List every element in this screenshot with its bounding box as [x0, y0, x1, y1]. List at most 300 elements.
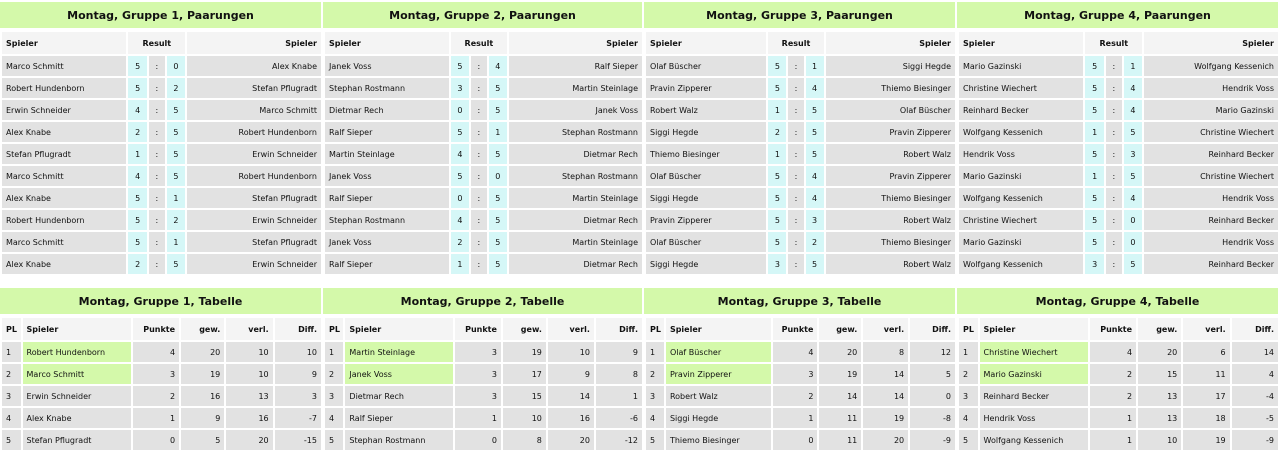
standing-points: 4	[1090, 342, 1136, 362]
pairing-player-1: Alex Knabe	[2, 254, 126, 274]
standing-lost: 8	[863, 342, 908, 362]
pairing-player-1: Janek Voss	[325, 166, 449, 186]
pairings-group-4	[957, 2, 1280, 276]
score-separator: :	[1106, 100, 1122, 120]
header-points: Punkte	[773, 318, 818, 340]
standing-player: Martin Steinlage	[345, 342, 452, 362]
pairing-player-2: Reinhard Becker	[1144, 144, 1278, 164]
score-separator: :	[1106, 188, 1122, 208]
pairing-score-1: 2	[451, 232, 470, 252]
score-separator: :	[1106, 166, 1122, 186]
pairing-row	[646, 232, 955, 252]
pairing-row	[2, 144, 321, 164]
header-player-1: Spieler	[325, 32, 449, 54]
pairing-player-2: Thiemo Biesinger	[826, 232, 955, 252]
pairing-player-1: Olaf Büscher	[646, 166, 766, 186]
standing-won: 11	[819, 430, 861, 450]
pairing-score-1: 5	[128, 78, 147, 98]
pairing-score-2: 5	[489, 232, 508, 252]
standing-lost: 19	[1183, 430, 1229, 450]
header-lost: verl.	[1183, 318, 1229, 340]
pairing-score-2: 4	[806, 78, 824, 98]
score-separator: :	[471, 188, 486, 208]
score-separator: :	[1106, 210, 1122, 230]
pairings-group-3	[644, 2, 957, 276]
pairing-player-1: Mario Gazinski	[959, 166, 1083, 186]
standing-won: 16	[181, 386, 224, 406]
standing-won: 5	[181, 430, 224, 450]
standing-player: Thiemo Biesinger	[666, 430, 771, 450]
score-separator: :	[788, 144, 803, 164]
pairing-score-2: 4	[806, 188, 824, 208]
pairing-score-2: 5	[167, 100, 186, 120]
pairing-player-2: Stephan Rostmann	[509, 166, 642, 186]
standing-place: 2	[325, 364, 343, 384]
pairing-player-1: Siggi Hegde	[646, 122, 766, 142]
standings-row	[2, 408, 321, 428]
score-separator: :	[149, 144, 165, 164]
header-points: Punkte	[1090, 318, 1136, 340]
pairing-score-1: 5	[1085, 100, 1104, 120]
standing-points: 3	[773, 364, 818, 384]
pairing-score-2: 5	[489, 188, 508, 208]
pairing-player-2: Stephan Rostmann	[509, 122, 642, 142]
pairings-table	[323, 30, 644, 276]
pairing-score-1: 3	[1085, 254, 1104, 274]
score-separator: :	[149, 188, 165, 208]
pairing-player-2: Erwin Schneider	[187, 144, 321, 164]
pairing-row	[959, 100, 1278, 120]
pairing-row	[2, 122, 321, 142]
standing-lost: 11	[1183, 364, 1229, 384]
score-separator: :	[471, 144, 486, 164]
score-separator: :	[471, 166, 486, 186]
standing-lost: 20	[863, 430, 908, 450]
standings-group-4	[957, 288, 1280, 452]
standing-diff: -9	[910, 430, 955, 450]
header-lost: verl.	[863, 318, 908, 340]
standing-lost: 18	[1183, 408, 1229, 428]
standing-points: 2	[773, 386, 818, 406]
pairing-player-1: Stephan Rostmann	[325, 78, 449, 98]
standing-place: 5	[2, 430, 21, 450]
pairing-score-1: 2	[128, 254, 147, 274]
standing-player: Olaf Büscher	[666, 342, 771, 362]
header-place: PL	[2, 318, 21, 340]
score-separator: :	[471, 56, 486, 76]
standing-diff: 10	[275, 342, 321, 362]
pairing-player-2: Reinhard Becker	[1144, 210, 1278, 230]
standing-won: 14	[819, 386, 861, 406]
pairing-row	[2, 166, 321, 186]
standing-diff: 4	[1232, 364, 1278, 384]
pairing-row	[325, 254, 642, 274]
header-diff: Diff.	[1232, 318, 1278, 340]
standings-table	[323, 316, 644, 452]
standing-place: 2	[2, 364, 21, 384]
header-diff: Diff.	[910, 318, 955, 340]
pairing-player-2: Robert Walz	[826, 144, 955, 164]
header-place: PL	[646, 318, 664, 340]
pairing-row	[2, 254, 321, 274]
standing-player: Janek Voss	[345, 364, 452, 384]
score-separator: :	[1106, 56, 1122, 76]
standing-player: Robert Walz	[666, 386, 771, 406]
header-player-1: Spieler	[2, 32, 126, 54]
pairing-player-2: Christine Wiechert	[1144, 122, 1278, 142]
header-place: PL	[325, 318, 343, 340]
score-separator: :	[471, 78, 486, 98]
pairing-player-1: Robert Hundenborn	[2, 210, 126, 230]
standing-points: 0	[455, 430, 501, 450]
pairing-score-2: 1	[167, 188, 186, 208]
standing-lost: 14	[863, 386, 908, 406]
pairings-title: Montag, Gruppe 4, Paarungen	[957, 2, 1278, 28]
pairing-score-2: 4	[489, 56, 508, 76]
pairing-row	[325, 144, 642, 164]
pairing-score-2: 5	[489, 100, 508, 120]
standing-diff: 1	[596, 386, 642, 406]
header-won: gew.	[1138, 318, 1181, 340]
standing-lost: 10	[226, 342, 272, 362]
standing-diff: 8	[596, 364, 642, 384]
standings-row	[325, 408, 642, 428]
header-player: Spieler	[666, 318, 771, 340]
score-separator: :	[788, 56, 803, 76]
pairing-player-1: Alex Knabe	[2, 122, 126, 142]
standing-won: 19	[819, 364, 861, 384]
standing-player: Siggi Hegde	[666, 408, 771, 428]
standings-row	[325, 430, 642, 450]
header-player-2: Spieler	[509, 32, 642, 54]
pairing-player-2: Stefan Pflugradt	[187, 78, 321, 98]
standings-header-row	[646, 318, 955, 340]
pairing-score-2: 1	[1124, 56, 1143, 76]
standing-diff: 5	[910, 364, 955, 384]
pairing-row	[325, 166, 642, 186]
pairing-score-2: 5	[1124, 254, 1143, 274]
standings-row	[646, 430, 955, 450]
pairing-player-2: Hendrik Voss	[1144, 232, 1278, 252]
standing-points: 2	[133, 386, 179, 406]
pairing-player-1: Mario Gazinski	[959, 232, 1083, 252]
standing-diff: -12	[596, 430, 642, 450]
standing-points: 0	[133, 430, 179, 450]
standing-won: 20	[1138, 342, 1181, 362]
standings-group-2	[323, 288, 644, 452]
standing-player: Ralf Sieper	[345, 408, 452, 428]
pairing-score-2: 3	[806, 210, 824, 230]
score-separator: :	[1106, 232, 1122, 252]
standing-player: Christine Wiechert	[980, 342, 1088, 362]
pairing-row	[2, 78, 321, 98]
pairing-row	[959, 210, 1278, 230]
standing-won: 13	[1138, 386, 1181, 406]
pairing-row	[959, 188, 1278, 208]
score-separator: :	[788, 254, 803, 274]
standing-player: Reinhard Becker	[980, 386, 1088, 406]
standing-diff: -6	[596, 408, 642, 428]
header-result: Result	[451, 32, 508, 54]
header-points: Punkte	[133, 318, 179, 340]
standing-diff: 9	[596, 342, 642, 362]
standings-header-row	[325, 318, 642, 340]
pairing-score-2: 5	[806, 144, 824, 164]
standings-row	[646, 364, 955, 384]
pairings-table	[957, 30, 1280, 276]
standing-won: 11	[819, 408, 861, 428]
standing-won: 19	[181, 364, 224, 384]
score-separator: :	[149, 210, 165, 230]
standing-place: 1	[646, 342, 664, 362]
pairing-score-1: 4	[451, 144, 470, 164]
standing-lost: 17	[1183, 386, 1229, 406]
pairings-table	[644, 30, 957, 276]
standing-diff: -9	[1232, 430, 1278, 450]
standing-points: 4	[773, 342, 818, 362]
pairing-score-2: 4	[1124, 78, 1143, 98]
pairing-score-1: 5	[451, 56, 470, 76]
standing-points: 3	[455, 342, 501, 362]
standings-row	[959, 386, 1278, 406]
standing-place: 2	[959, 364, 978, 384]
pairing-player-1: Siggi Hegde	[646, 254, 766, 274]
standing-diff: 9	[275, 364, 321, 384]
pairing-player-1: Ralf Sieper	[325, 188, 449, 208]
standings-title: Montag, Gruppe 1, Tabelle	[0, 288, 321, 314]
standing-won: 17	[503, 364, 546, 384]
pairing-player-1: Marco Schmitt	[2, 232, 126, 252]
standings-row	[2, 364, 321, 384]
standing-won: 10	[503, 408, 546, 428]
pairing-row	[2, 100, 321, 120]
standing-player: Alex Knabe	[23, 408, 131, 428]
pairing-score-2: 5	[167, 254, 186, 274]
standings-row	[646, 408, 955, 428]
pairings-header-row	[959, 32, 1278, 54]
score-separator: :	[149, 78, 165, 98]
pairing-score-2: 5	[1124, 122, 1143, 142]
pairing-score-1: 4	[128, 166, 147, 186]
pairing-score-2: 5	[806, 100, 824, 120]
header-player-2: Spieler	[1144, 32, 1278, 54]
standing-place: 1	[959, 342, 978, 362]
score-separator: :	[471, 254, 486, 274]
standing-points: 3	[455, 364, 501, 384]
standing-place: 3	[2, 386, 21, 406]
pairing-player-2: Stefan Pflugradt	[187, 232, 321, 252]
pairing-score-2: 3	[1124, 144, 1143, 164]
pairing-player-2: Robert Walz	[826, 254, 955, 274]
pairing-score-1: 1	[451, 254, 470, 274]
pairing-score-2: 5	[489, 78, 508, 98]
pairing-player-2: Martin Steinlage	[509, 78, 642, 98]
pairing-score-2: 1	[167, 232, 186, 252]
standing-points: 1	[1090, 408, 1136, 428]
standings-row	[325, 386, 642, 406]
standing-place: 4	[325, 408, 343, 428]
standing-lost: 9	[548, 364, 594, 384]
pairing-score-2: 0	[489, 166, 508, 186]
pairing-score-1: 5	[768, 232, 786, 252]
standing-place: 2	[646, 364, 664, 384]
standing-place: 4	[646, 408, 664, 428]
pairing-player-2: Stefan Pflugradt	[187, 188, 321, 208]
score-separator: :	[149, 232, 165, 252]
standing-lost: 10	[548, 342, 594, 362]
score-separator: :	[788, 188, 803, 208]
standing-diff: 12	[910, 342, 955, 362]
standings-row	[2, 342, 321, 362]
pairing-score-1: 2	[768, 122, 786, 142]
pairing-score-1: 1	[128, 144, 147, 164]
pairings-title: Montag, Gruppe 2, Paarungen	[323, 2, 642, 28]
pairing-score-1: 3	[768, 254, 786, 274]
standings-row	[959, 364, 1278, 384]
pairing-player-2: Janek Voss	[509, 100, 642, 120]
pairing-row	[325, 210, 642, 230]
standing-points: 3	[455, 386, 501, 406]
pairing-score-2: 5	[489, 254, 508, 274]
header-lost: verl.	[226, 318, 272, 340]
standings-group-3	[644, 288, 957, 452]
header-player: Spieler	[23, 318, 131, 340]
standings-row	[646, 342, 955, 362]
score-separator: :	[788, 122, 803, 142]
pairing-score-1: 5	[1085, 144, 1104, 164]
standing-lost: 14	[863, 364, 908, 384]
pairing-player-2: Robert Hundenborn	[187, 122, 321, 142]
pairing-player-2: Wolfgang Kessenich	[1144, 56, 1278, 76]
pairing-score-2: 5	[167, 144, 186, 164]
pairing-row	[2, 56, 321, 76]
header-player-2: Spieler	[187, 32, 321, 54]
score-separator: :	[1106, 78, 1122, 98]
standing-diff: -5	[1232, 408, 1278, 428]
score-separator: :	[149, 122, 165, 142]
pairing-score-1: 5	[1085, 188, 1104, 208]
pairing-row	[646, 122, 955, 142]
pairing-player-1: Mario Gazinski	[959, 56, 1083, 76]
pairing-player-1: Stefan Pflugradt	[2, 144, 126, 164]
pairing-player-2: Hendrik Voss	[1144, 188, 1278, 208]
standing-won: 10	[1138, 430, 1181, 450]
pairing-player-1: Reinhard Becker	[959, 100, 1083, 120]
pairing-player-2: Dietmar Rech	[509, 144, 642, 164]
pairings-header-row	[646, 32, 955, 54]
pairing-player-2: Martin Steinlage	[509, 232, 642, 252]
pairing-player-2: Robert Hundenborn	[187, 166, 321, 186]
standing-place: 1	[2, 342, 21, 362]
pairings-header-row	[325, 32, 642, 54]
pairing-row	[646, 188, 955, 208]
pairing-row	[959, 78, 1278, 98]
standing-player: Pravin Zipperer	[666, 364, 771, 384]
standing-diff: -7	[275, 408, 321, 428]
standings-row	[2, 386, 321, 406]
header-place: PL	[959, 318, 978, 340]
standing-diff: -8	[910, 408, 955, 428]
pairing-row	[325, 122, 642, 142]
pairing-row	[959, 144, 1278, 164]
pairing-player-2: Ralf Sieper	[509, 56, 642, 76]
standings-row	[2, 430, 321, 450]
pairing-player-1: Marco Schmitt	[2, 166, 126, 186]
pairing-row	[646, 210, 955, 230]
pairing-score-2: 5	[489, 210, 508, 230]
pairing-player-1: Stephan Rostmann	[325, 210, 449, 230]
standings-table	[0, 316, 323, 452]
pairing-row	[2, 232, 321, 252]
pairing-row	[325, 100, 642, 120]
pairing-player-1: Olaf Büscher	[646, 232, 766, 252]
standing-player: Hendrik Voss	[980, 408, 1088, 428]
pairing-player-2: Reinhard Becker	[1144, 254, 1278, 274]
pairing-player-1: Christine Wiechert	[959, 210, 1083, 230]
header-player-1: Spieler	[959, 32, 1083, 54]
score-separator: :	[149, 254, 165, 274]
standing-place: 3	[325, 386, 343, 406]
pairing-player-2: Siggi Hegde	[826, 56, 955, 76]
standing-player: Stefan Pflugradt	[23, 430, 131, 450]
pairing-player-1: Christine Wiechert	[959, 78, 1083, 98]
pairing-row	[646, 100, 955, 120]
standings-section	[0, 288, 1280, 452]
standing-won: 8	[503, 430, 546, 450]
pairing-score-1: 0	[451, 100, 470, 120]
pairing-player-2: Hendrik Voss	[1144, 78, 1278, 98]
pairing-score-1: 5	[768, 188, 786, 208]
pairing-score-1: 4	[451, 210, 470, 230]
pairing-player-1: Dietmar Rech	[325, 100, 449, 120]
header-won: gew.	[819, 318, 861, 340]
pairing-player-1: Robert Hundenborn	[2, 78, 126, 98]
standing-lost: 16	[226, 408, 272, 428]
pairing-score-2: 0	[1124, 210, 1143, 230]
pairing-player-1: Hendrik Voss	[959, 144, 1083, 164]
pairing-player-1: Wolfgang Kessenich	[959, 254, 1083, 274]
standing-diff: 3	[275, 386, 321, 406]
pairing-score-2: 5	[167, 166, 186, 186]
score-separator: :	[788, 210, 803, 230]
standing-player: Erwin Schneider	[23, 386, 131, 406]
pairing-player-1: Pravin Zipperer	[646, 78, 766, 98]
standing-place: 5	[325, 430, 343, 450]
pairing-player-1: Pravin Zipperer	[646, 210, 766, 230]
score-separator: :	[788, 232, 803, 252]
pairing-player-2: Robert Walz	[826, 210, 955, 230]
pairing-player-1: Janek Voss	[325, 56, 449, 76]
standing-place: 5	[959, 430, 978, 450]
standings-row	[959, 430, 1278, 450]
standing-won: 13	[1138, 408, 1181, 428]
pairing-score-1: 5	[451, 122, 470, 142]
pairing-score-1: 1	[768, 144, 786, 164]
standing-lost: 20	[548, 430, 594, 450]
pairing-player-1: Robert Walz	[646, 100, 766, 120]
pairings-title: Montag, Gruppe 3, Paarungen	[644, 2, 955, 28]
pairing-player-2: Christine Wiechert	[1144, 166, 1278, 186]
header-player: Spieler	[345, 318, 452, 340]
pairing-score-1: 0	[451, 188, 470, 208]
standing-player: Mario Gazinski	[980, 364, 1088, 384]
score-separator: :	[788, 78, 803, 98]
pairing-row	[959, 166, 1278, 186]
standing-player: Robert Hundenborn	[23, 342, 131, 362]
pairing-player-1: Marco Schmitt	[2, 56, 126, 76]
standing-place: 5	[646, 430, 664, 450]
standings-title: Montag, Gruppe 2, Tabelle	[323, 288, 642, 314]
